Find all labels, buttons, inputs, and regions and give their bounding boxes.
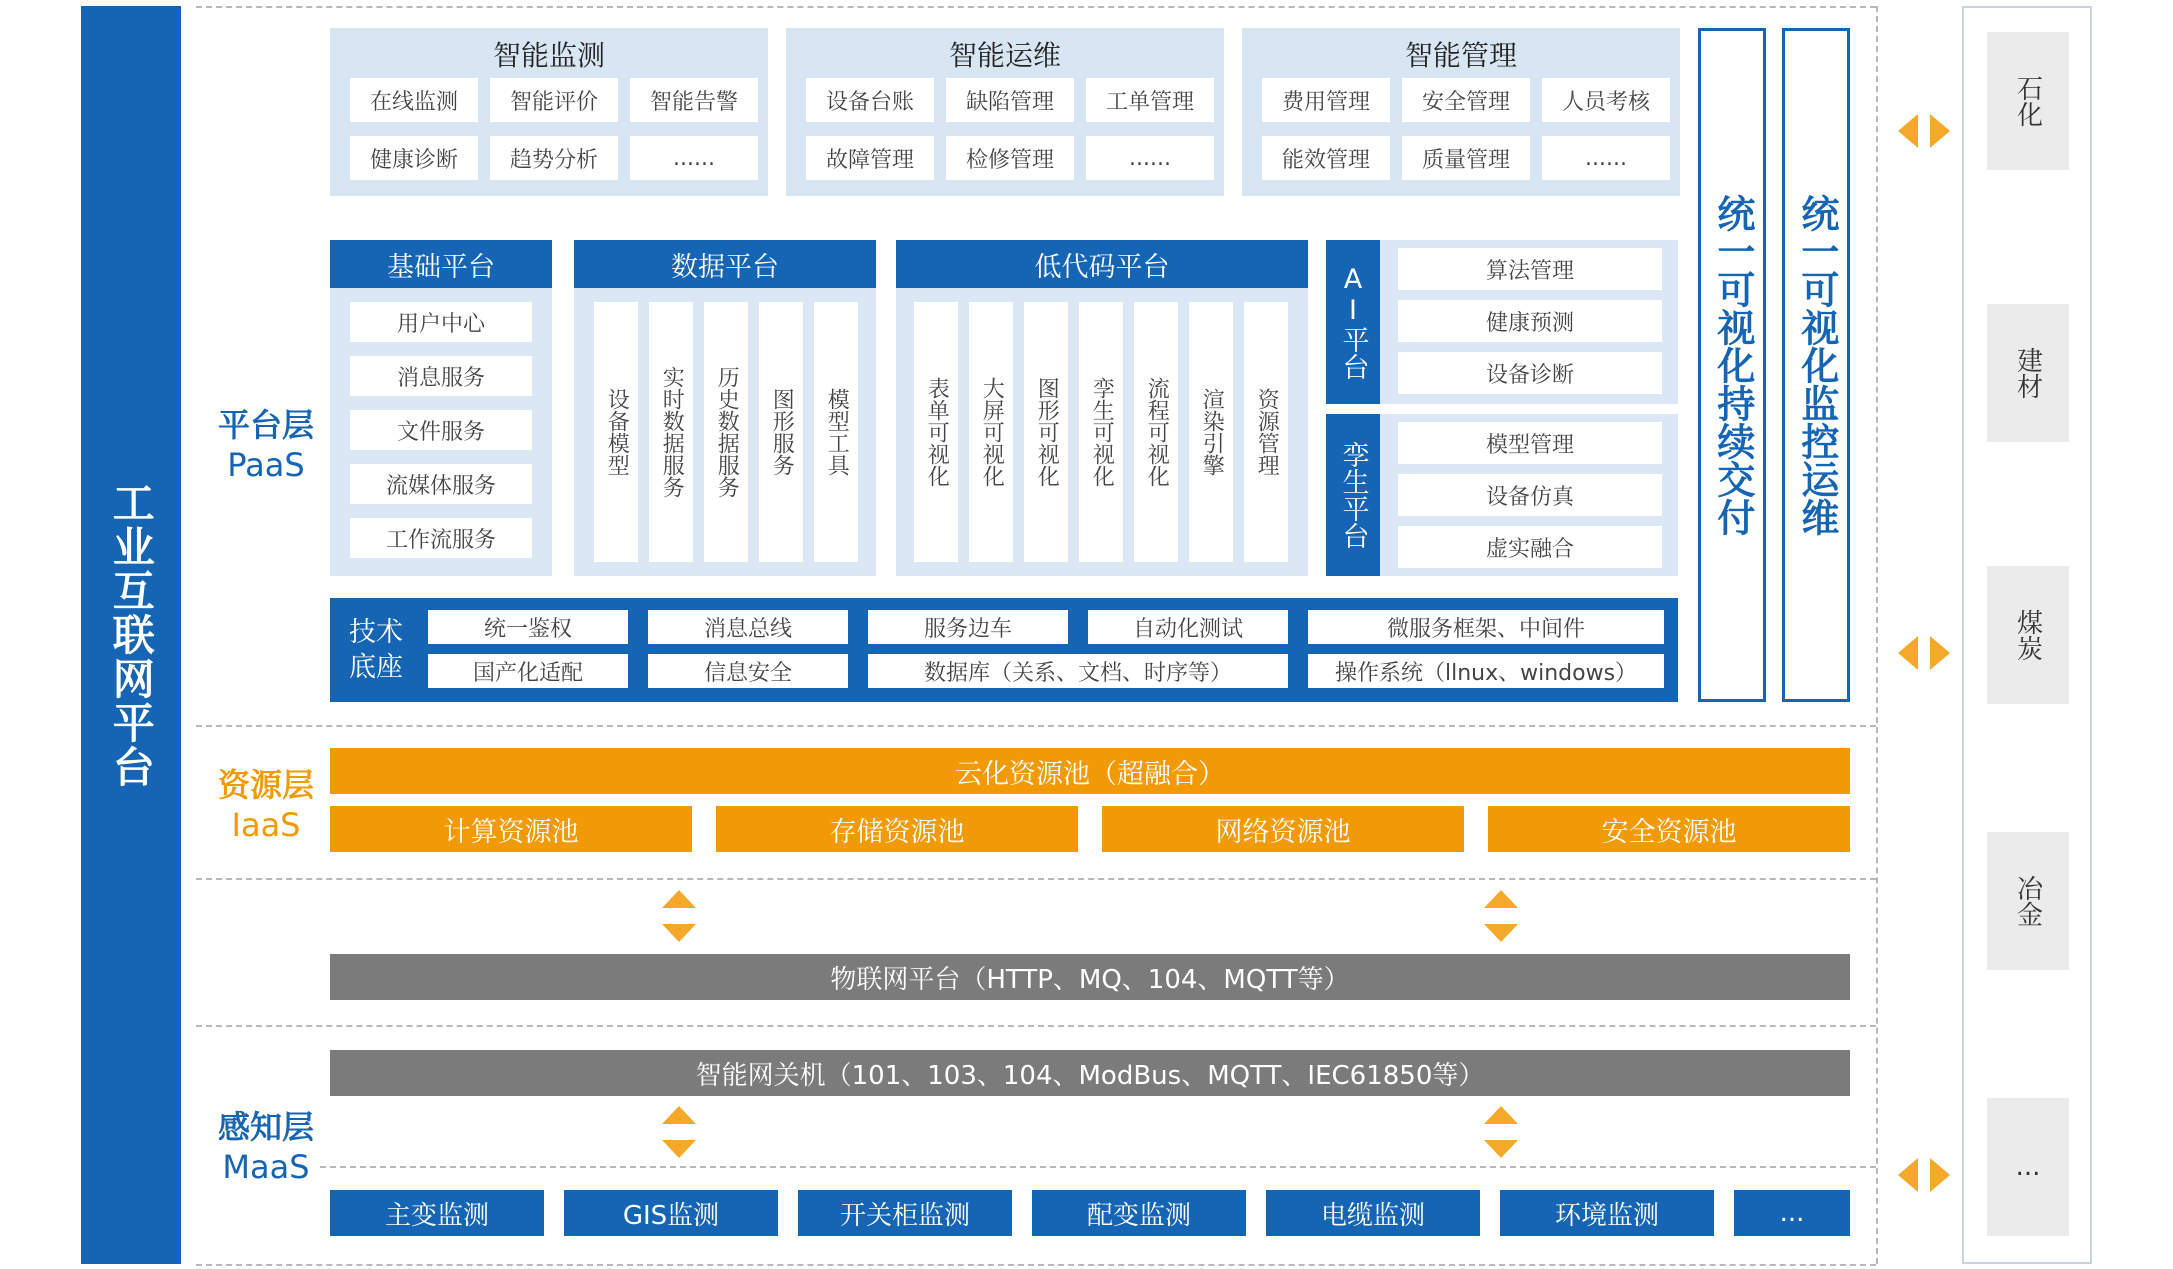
module-monitoring xyxy=(330,28,768,196)
module-item[interactable]: 人员考核 xyxy=(1542,78,1670,122)
data-platform-item[interactable]: 设备模型 xyxy=(594,302,638,562)
frame-bottom xyxy=(196,1264,1876,1266)
smart-gateway[interactable]: 智能网关机（101、103、104、ModBus、MQTT、IEC61850等） xyxy=(330,1050,1850,1096)
module-item[interactable]: 安全管理 xyxy=(1402,78,1530,122)
updown-arrow-icon xyxy=(1482,888,1520,944)
compute-pool[interactable]: 计算资源池 xyxy=(330,806,692,852)
ops-monitor-box: 统一可视化监控运维 xyxy=(1782,28,1850,702)
lowcode-item[interactable]: 孪生可视化 xyxy=(1079,302,1123,562)
security-pool[interactable]: 安全资源池 xyxy=(1488,806,1850,852)
module-item[interactable]: 设备台账 xyxy=(806,78,934,122)
module-item[interactable]: 故障管理 xyxy=(806,136,934,180)
monitor-item[interactable]: 配变监测 xyxy=(1032,1190,1246,1236)
twin-platform xyxy=(1326,414,1678,576)
frame-right xyxy=(1876,6,1878,1264)
module-item-more: ...... xyxy=(630,136,758,180)
lowcode-platform-title: 低代码平台 xyxy=(896,240,1308,288)
updown-arrow-icon xyxy=(1482,1104,1520,1160)
lowcode-item[interactable]: 资源管理 xyxy=(1244,302,1288,562)
paas-layer-label xyxy=(196,400,336,490)
ai-platform-item[interactable]: 设备诊断 xyxy=(1398,352,1662,394)
tech-base-item[interactable]: 国产化适配 xyxy=(428,654,628,688)
leftright-arrow-icon xyxy=(1896,634,1952,672)
monitor-item[interactable]: 主变监测 xyxy=(330,1190,544,1236)
lowcode-platform xyxy=(896,240,1308,576)
paas-cn: 平台层 xyxy=(217,406,314,444)
module-maintenance xyxy=(786,28,1224,196)
tech-base-item[interactable]: 消息总线 xyxy=(648,610,848,644)
module-item[interactable]: 智能告警 xyxy=(630,78,758,122)
updown-arrow-icon xyxy=(660,888,698,944)
ai-platform xyxy=(1326,240,1678,404)
maas-en: MaaS xyxy=(222,1148,310,1186)
tech-base-item[interactable]: 数据库（关系、文档、时序等） xyxy=(868,654,1288,688)
industry-item[interactable]: 石化 xyxy=(1987,32,2069,170)
data-platform-item[interactable]: 实时数据服务 xyxy=(649,302,693,562)
module-item[interactable]: 趋势分析 xyxy=(490,136,618,180)
tech-base-item[interactable]: 服务边车 xyxy=(868,610,1068,644)
tech-base-item[interactable]: 统一鉴权 xyxy=(428,610,628,644)
leftright-arrow-icon xyxy=(1896,1156,1952,1194)
cloud-resource-pool[interactable]: 云化资源池（超融合） xyxy=(330,748,1850,794)
frame-top xyxy=(196,6,1876,8)
lowcode-item[interactable]: 渲染引擎 xyxy=(1189,302,1233,562)
platform-title: 工业互联网平台 xyxy=(106,481,156,789)
module-item[interactable]: 在线监测 xyxy=(350,78,478,122)
twin-platform-item[interactable]: 模型管理 xyxy=(1398,422,1662,464)
data-platform-item[interactable]: 图形服务 xyxy=(759,302,803,562)
base-platform xyxy=(330,240,552,576)
iaas-layer-label xyxy=(196,760,336,850)
tech-base-item[interactable]: 信息安全 xyxy=(648,654,848,688)
platform-title-bar xyxy=(81,6,181,1264)
data-platform-item[interactable]: 模型工具 xyxy=(814,302,858,562)
twin-platform-item[interactable]: 虚实融合 xyxy=(1398,526,1662,568)
module-item[interactable]: 工单管理 xyxy=(1086,78,1214,122)
monitor-item[interactable]: 环境监测 xyxy=(1500,1190,1714,1236)
module-item[interactable]: 质量管理 xyxy=(1402,136,1530,180)
base-platform-item[interactable]: 流媒体服务 xyxy=(350,464,532,504)
base-platform-title: 基础平台 xyxy=(330,240,552,288)
module-item-more: ...... xyxy=(1086,136,1214,180)
monitor-item[interactable]: GIS监测 xyxy=(564,1190,778,1236)
module-title: 智能管理 xyxy=(1404,39,1517,72)
divider-iaas-iot xyxy=(196,878,1876,880)
iaas-en: IaaS xyxy=(231,806,301,844)
module-title: 智能监测 xyxy=(492,39,605,72)
base-platform-item[interactable]: 用户中心 xyxy=(350,302,532,342)
tech-base-item[interactable]: 操作系统（llnux、windows） xyxy=(1308,654,1664,688)
industry-item-more: ... xyxy=(1987,1098,2069,1236)
module-item[interactable]: 能效管理 xyxy=(1262,136,1390,180)
maas-layer-label xyxy=(196,1102,336,1192)
tech-base-item[interactable]: 自动化测试 xyxy=(1088,610,1288,644)
module-item[interactable]: 智能评价 xyxy=(490,78,618,122)
module-item[interactable]: 健康诊断 xyxy=(350,136,478,180)
monitor-item-more: ... xyxy=(1734,1190,1850,1236)
tech-base-title xyxy=(330,598,422,702)
paas-en: PaaS xyxy=(227,446,305,484)
module-item[interactable]: 费用管理 xyxy=(1262,78,1390,122)
base-platform-item[interactable]: 文件服务 xyxy=(350,410,532,450)
industry-item[interactable]: 建材 xyxy=(1987,304,2069,442)
divider-gateway-monitors xyxy=(320,1166,1876,1168)
delivery-box: 统一可视化持续交付 xyxy=(1698,28,1766,702)
module-item[interactable]: 检修管理 xyxy=(946,136,1074,180)
iot-platform[interactable]: 物联网平台（HTTP、MQ、104、MQTT等） xyxy=(330,954,1850,1000)
tech-base-title-text: 技术底座 xyxy=(349,616,403,683)
leftright-arrow-icon xyxy=(1896,112,1952,150)
ai-platform-item[interactable]: 健康预测 xyxy=(1398,300,1662,342)
twin-platform-item[interactable]: 设备仿真 xyxy=(1398,474,1662,516)
tech-base-item[interactable]: 微服务框架、中间件 xyxy=(1308,610,1664,644)
lowcode-item[interactable]: 表单可视化 xyxy=(914,302,958,562)
data-platform-title: 数据平台 xyxy=(574,240,876,288)
base-platform-item[interactable]: 工作流服务 xyxy=(350,518,532,558)
tech-base xyxy=(330,598,1678,702)
divider-paas-iaas xyxy=(196,725,1876,727)
lowcode-item[interactable]: 图形可视化 xyxy=(1024,302,1068,562)
storage-pool[interactable]: 存储资源池 xyxy=(716,806,1078,852)
industry-item[interactable]: 冶金 xyxy=(1987,832,2069,970)
iaas-cn: 资源层 xyxy=(217,766,314,804)
lowcode-item[interactable]: 大屏可视化 xyxy=(969,302,1013,562)
module-item[interactable]: 缺陷管理 xyxy=(946,78,1074,122)
divider-iot-maas xyxy=(196,1025,1876,1027)
industry-item[interactable]: 煤炭 xyxy=(1987,566,2069,704)
base-platform-item[interactable]: 消息服务 xyxy=(350,356,532,396)
module-title: 智能运维 xyxy=(948,39,1061,72)
updown-arrow-icon xyxy=(660,1104,698,1160)
ai-platform-title: AI平台 xyxy=(1326,240,1380,404)
module-management xyxy=(1242,28,1680,196)
data-platform xyxy=(574,240,876,576)
twin-platform-title: 孪生平台 xyxy=(1326,414,1380,576)
industries-panel xyxy=(1962,6,2092,1264)
data-platform-item[interactable]: 历史数据服务 xyxy=(704,302,748,562)
module-item-more: ...... xyxy=(1542,136,1670,180)
monitor-item[interactable]: 开关柜监测 xyxy=(798,1190,1012,1236)
lowcode-item[interactable]: 流程可视化 xyxy=(1134,302,1178,562)
network-pool[interactable]: 网络资源池 xyxy=(1102,806,1464,852)
maas-cn: 感知层 xyxy=(217,1108,314,1146)
ai-platform-item[interactable]: 算法管理 xyxy=(1398,248,1662,290)
monitor-item[interactable]: 电缆监测 xyxy=(1266,1190,1480,1236)
